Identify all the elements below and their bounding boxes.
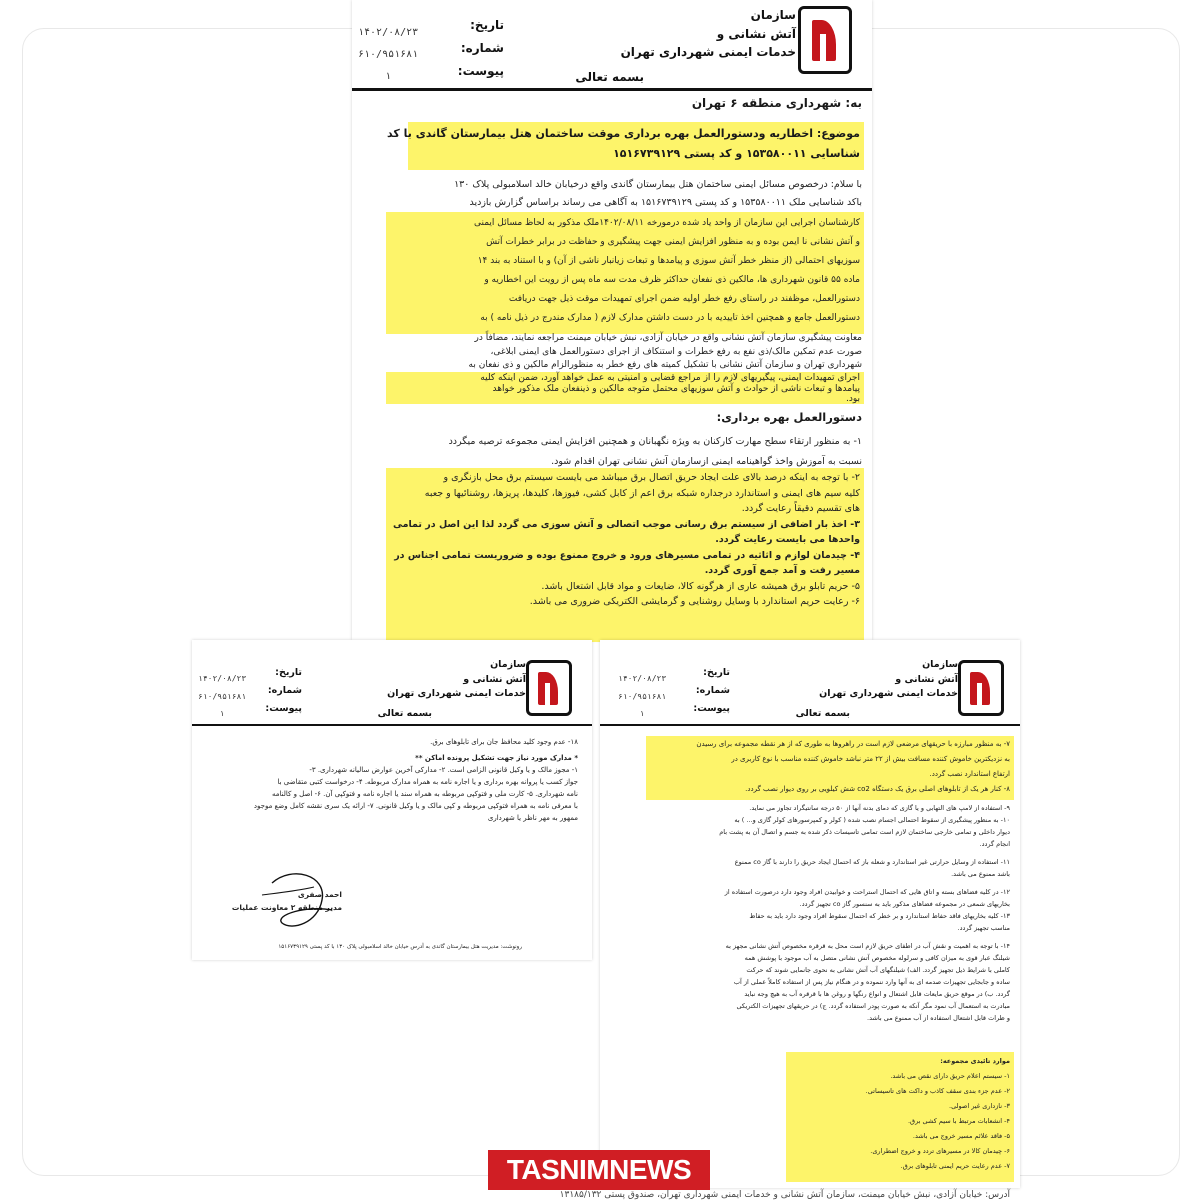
fire-department-logo-icon [958, 660, 1004, 716]
bismillah-heading: بسمه تعالی [377, 708, 432, 719]
bismillah-heading: بسمه تعالی [795, 708, 850, 719]
organization-name: سازمان آتش نشانی و خدمات ایمنی شهرداری تهران [819, 659, 958, 700]
bismillah-heading: بسمه تعالی [575, 70, 644, 84]
organization-name: سازمان آتش نشانی و خدمات ایمنی شهرداری تهران [620, 8, 796, 60]
instructions-title: دستورالعمل بهره برداری: [716, 410, 862, 424]
safety-items-list: ۹- استفاده از لامپ های التهابی و یا گازی که دمای بدنه آنها از ۵۰ درجه سانتیگراد تجاوز می نماید. ۱۰- به منظور پیشگیری از سقوط احتمالی اجسام نصب شده ( کولر و کمپرسورهای کولر گازی و... ) به دیوار داخلی و تمامی خارجی ساختمان لازم است تمامی تاسیسات ذکر شده به جسم و اتصال آن به پشت بام انجام گردد. ۱۱- استفاده از وسایل حرارتی غیر استاندارد و شعله باز که احتمال ایجاد حریق را دارند با گاز co ممنوع باشد ممنوع می باشد. ۱۲- در کلیه فضاهای بسته و اتاق هایی که احتمال استراحت و خوابیدن افراد وجود دارد درصورت استفاده از بخاریهای شمعی در مجموعه فضاهای مذکور باید به سنسور گاز co تجهیز گردد. ۱۳- کلیه بخاریهای فاقد حفاظ استاندارد و بر خطر که احتمال سقوط افراد وجود دارد باید به حفاظ مناسب تجهیز گردد. ۱۴- با توجه به اهمیت و نقش آب در اطفای حریق لازم است محل به قرقره مخصوص آتش نشانی مجهز به شیلنگ عبار قوی به میزان کافی و سرلوله مخصوص آتش نشانی متصل به آب موجود با پوشش همه کاملی با شرایط ذیل تجهیز گردد. الف) شیلنگهای آب آتش نشانی به نحوی جانمایی شوند که حرکت ساده و جابجایی تجهیزات صدمه ای به آنها وارد ننموده و در هنگام نیاز پس از استفاده کاملاً عملی از آب گردد. ب) در موقع حریق مایعات قابل اشتعال و انواع رنگها و روغن ها با قرقره آب به هیچ وجه نباید مبادرت به استعمال آب نمود مگر آنکه به صورت پودر استفاده گردد. ج) در حریقهای تجهیزات الکتریکی و ظرات قابل اشتعال استفاده از آب ممنوع می باشد. [719, 804, 1010, 1022]
recipient-line: به: شهرداری منطقه ۶ تهران [691, 96, 862, 110]
letter-meta-values: ۱۴۰۲/۰۸/۲۳ ۶۱۰/۹۵۱۶۸۱ ۱ [358, 27, 419, 82]
highlighted-items-7-8: ۷- به منظور مبارزه با حریقهای مرضعی لازم است در راهروها به طوری که از هر نقطه مجموعه برای رسیدن به نزدیکترین خاموش کننده مسافت بیش از ۲۲ متر نباشد خاموش کننده مناسب با نوع کاربری در ارتفاع استاندارد نصب گردد. ۸- کنار هر یک از تابلوهای اصلی برق یک دستگاه co2 شش کیلویی بر روی دیوار نصب گردد. [646, 736, 1014, 800]
handwritten-signature [252, 865, 342, 935]
header-rule [192, 724, 592, 726]
header-rule [352, 88, 872, 91]
fire-department-logo-icon [798, 6, 852, 74]
required-documents: ۱۸- عدم وجود کلید محافظ جان برای تابلوهای برق. * مدارک مورد نیاز جهت تشکیل پرونده اماکن ** ۱- مجوز مالک و یا وکیل قانونی الزامی است. ۲- مدارکی آخرین عوارض سالیانه شهرداری. ۳- جواز کسب یا پروانه بهره برداری و یا اجاره نامه به همراه مدارک مربوطه. ۴- درخواست کتبی متقاضی با نامه شهرداری. ۵- کارت ملی و فتوکپی مربوطه به همراه سند یا اجاره نامه و فتوکپی آن. ۶- اصل و کالنامه با معرفی نامه به همراه فتوکپی مربوطه و کپی مالک و یا وکیل قانونی. ۷- ارائه یک سری نقشه کامل وضع موجود ممهور به مهر ناظر یا شهرداری [253, 738, 578, 822]
intro-paragraph: با سلام: درخصوص مسائل ایمنی ساختمان هتل بیمارستان گاندی واقع درخیابان خالد اسلامبولی پلاک ۱۳۰ باکد شناسایی ملک ۱۵۳۵۸۰۰۱۱ و کد پستی ۱۵۱۶۷۳۹۱۲۹ به آگاهی می رساند براساس گزارش بازدید [454, 179, 862, 208]
letter-page-main [352, 0, 872, 640]
notice-paragraph-continued: معاونت پیشگیری سازمان آتش نشانی واقع در خیابان آزادی، نبش خیابان میمنت مراجعه نمایند، مضافاً در صورت عدم تمکین مالک/ذی نفع به رفع خطرات و استنکاف از اجرای دستورالعمل های ایمنی ابلاغی، شهرداری تهران و سازمان آتش نشانی با تشکیل کمیته های رفع خطر به منظورالزام مالکین و ذی نفعان به [468, 333, 862, 370]
signature-block: احمد صفری مدیر منطقه ۲ معاونت عملیات [231, 890, 342, 912]
letter-meta-values: ۱۴۰۲/۰۸/۲۳ ۶۱۰/۹۵۱۶۸۱ ۱ [198, 674, 247, 719]
header-rule [600, 724, 1020, 726]
letter-meta-labels: تاریخ: شماره: پیوست: [457, 18, 504, 78]
instruction-item-1: ۱- به منظور ارتقاء سطح مهارت کارکنان به ویژه نگهبانان و همچنین افزایش ایمنی مجموعه ترصیه میگردد نسبت به آموزش واخذ گواهینامه ایمنی ازسازمان آتش نشانی تهران اقدام شود. [448, 436, 862, 467]
tasnimnews-watermark-logo: TASNIMNEWS [488, 1150, 710, 1190]
fire-department-logo-icon [526, 660, 572, 716]
carbon-copy-note: رونوشت: مدیریت هتل بیمارستان گاندی به آدرس خیابان خالد اسلامبولی پلاک ۱۳۰ با کد پستی ۱۵۱۶۷۳۹۱۲۹ [278, 944, 522, 950]
subject-block: موضوع: اخطاریه ودستورالعمل بهره برداری موقت ساختمان هتل بیمارستان گاندی با کد شناسایی ۱۵۳۵۸۰۰۱۱ و کد پستی ۱۵۱۶۷۳۹۱۲۹ [408, 122, 864, 170]
letter-page-left [192, 640, 592, 960]
letter-meta-labels: تاریخ: شماره: پیوست: [693, 667, 730, 715]
letter-meta-labels: تاریخ: شماره: پیوست: [265, 667, 302, 715]
highlighted-notice-paragraph: کارشناسان اجرایی این سازمان از واحد یاد شده درمورخه ۱۴۰۲/۰۸/۱۱ملک مذکور به لحاظ مسائل ایمنی و آتش نشانی نا ایمن بوده و به منظور افزایش ایمنی جهت پیشگیری و حفاظت در برابر خطرات آتش سوزیهای احتمالی (از منظر خطر آتش سوزی و پیامدها و تبعات زیانبار ناشی از آن) و با استناد به بند ۱۴ ماده ۵۵ قانون شهرداری ها، مالکین ذی نفعان حداکثر ظرف مدت سه ماه پس از رویت این اخطاریه و دستورالعمل، موظفند در راستای رفع خطر اولیه ضمن اجرای تمهیدات موقت ذیل جهت دریافت دستورالعمل جامع و همچنین اخذ تاییدیه با در دست داشتن مدارک لازم ( مدارک مندرج در ذیل نامه ) به [386, 212, 864, 334]
highlighted-instructions: ۲- با توجه به اینکه درصد بالای علت ایجاد حریق اتصال برق میباشد می بایست سیستم برق محل بازنگری و کلیه سیم های ایمنی و استاندارد درجداره شبکه برق اعم از کابل کشی، فیوزها، کلیدها، پریزها، روشنائیها و جعبه های تقسیم دقیقاً رعایت گردد. ۳- اخذ بار اضافی از سیستم برق رسانی موجب اتصالی و آتش سوزی می گردد لذا این اصل در تمامی واحدها می بایست رعایت گردد. ۴- چیدمان لوازم و اثاثیه در تمامی مسیرهای ورود و خروج ممنوع بوده و ضروریست تمامی اجناس در مسیر رفت و آمد جمع آوری گردد. ۵- حریم تابلو برق همیشه عاری از هرگونه کالا، ضایعات و مواد قابل اشتعال باشد. ۶- رعایت حریم استاندارد با وسایل روشنایی و گرمایشی الکتریکی ضروری می باشد. [386, 468, 864, 642]
approved-items-box: موارد تائیدی مجموعه: ۱- سیستم اعلام حریق دارای نقص می باشد. ۲- عدم جزء بندی سقف کاذب و داکت های تاسیساتی. ۳- نازداری غیر اصولی. ۴- انشعابات مرتبط با سیم کشی برق. ۵- فاقد علائم مسیر خروج می باشد. ۶- چیدمان کالا در مسیرهای تردد و خروج اضطراری. ۷- عدم رعایت حریم ایمنی تابلوهای برق. [786, 1052, 1014, 1182]
letter-footer-address: آدرس: خیابان آزادی، نبش خیابان میمنت، سازمان آتش نشانی و خدمات ایمنی شهرداری تهران، صندوق پستی ۱۳۱۸۵/۱۳۲ [559, 1190, 1010, 1200]
letter-meta-values: ۱۴۰۲/۰۸/۲۳ ۶۱۰/۹۵۱۶۸۱ ۱ [618, 674, 667, 719]
organization-name: سازمان آتش نشانی و خدمات ایمنی شهرداری تهران [387, 659, 526, 700]
letter-page-right [600, 640, 1020, 1188]
highlighted-consequences: اجرای تمهیدات ایمنی، پیگیریهای لازم را از مراجع قضایی و امنیتی به عمل خواهد آورد، ضمن اینکه کلیه پیامدها و تبعات ناشی از حوادث و آتش سوزیهای محتمل متوجه مالکین و ذینفعان ملک مذکور خواهد بود. [386, 372, 864, 404]
